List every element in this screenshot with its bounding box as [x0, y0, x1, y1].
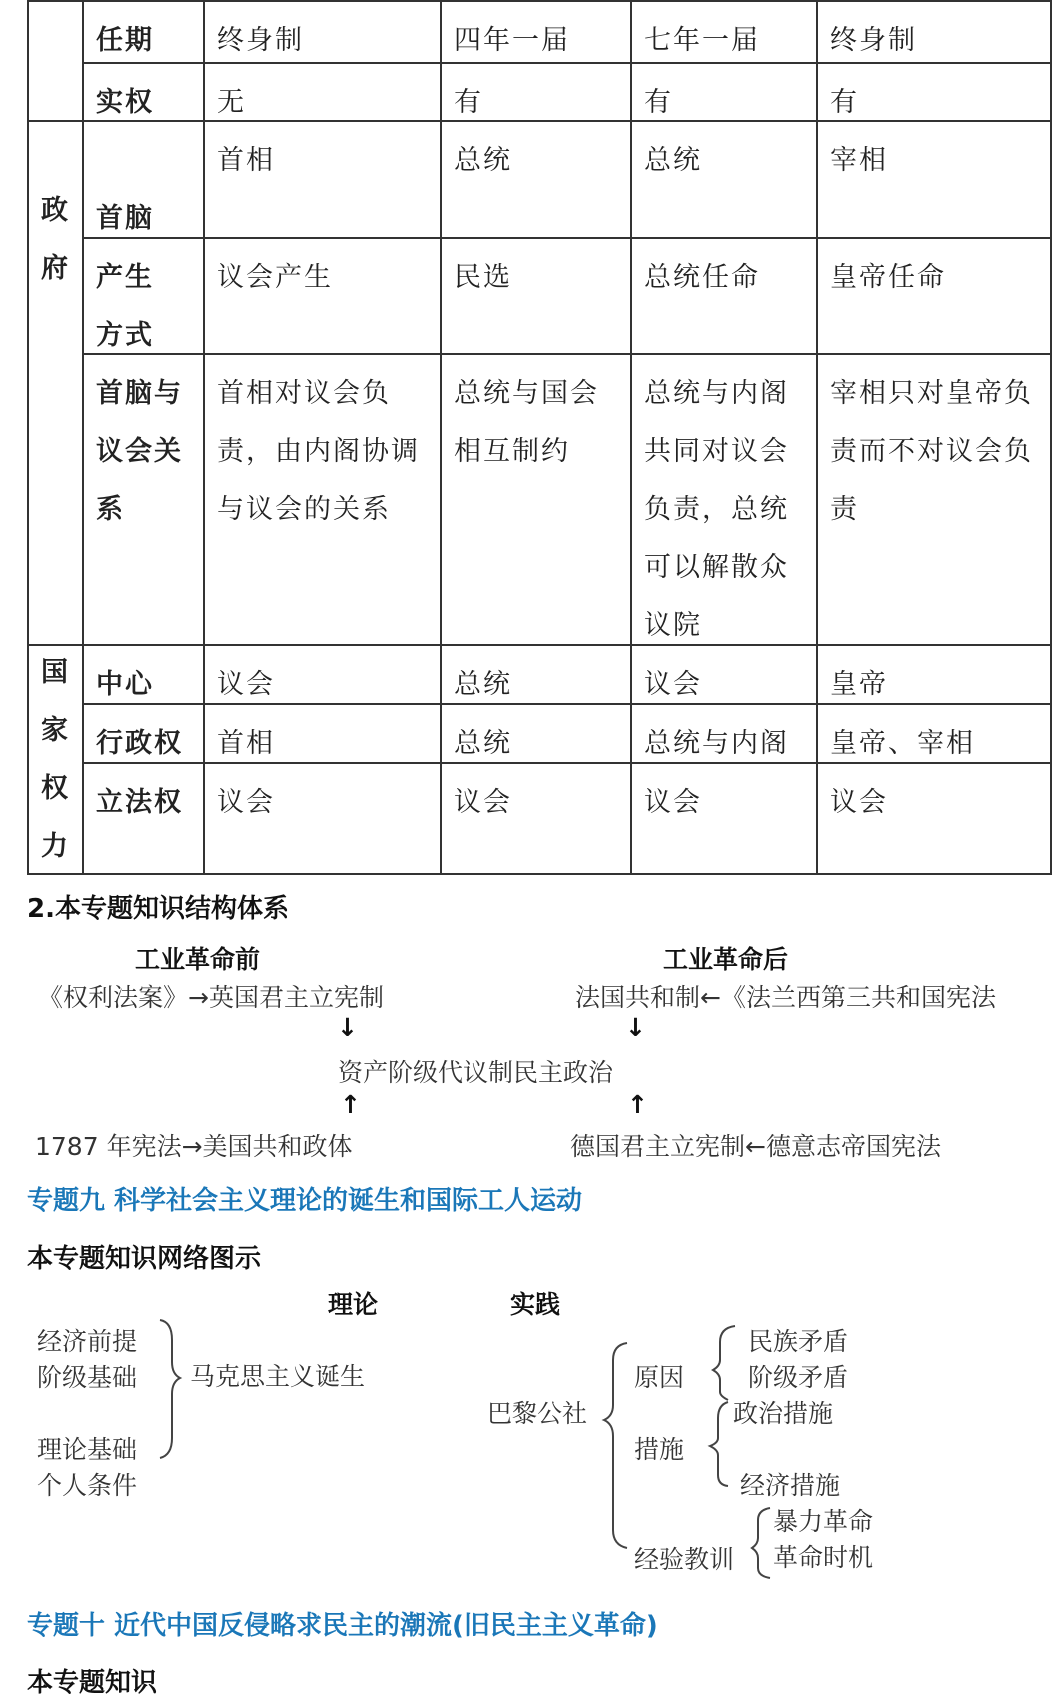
table-cell: 议会 [454, 787, 512, 818]
network-item: 经验教训 [634, 1545, 735, 1574]
up-arrow-icon: ↑ [627, 1090, 648, 1119]
row-label: 产生方式 [96, 262, 154, 351]
structure-item: 1787 年宪法→美国共和政体 [35, 1132, 353, 1161]
table-cell: 总统与内阁共同对议会负责，总统可以解散众议院 [644, 378, 789, 641]
table-cell: 议会产生 [217, 262, 333, 293]
table-cell: 总统与国会相互制约 [454, 378, 599, 467]
section-heading: 2.本专题知识结构体系 [27, 894, 289, 924]
table-cell: 议会 [644, 669, 702, 700]
network-item: 经济措施 [740, 1471, 841, 1500]
row-label: 首脑与议会关系 [96, 378, 183, 525]
table-cell: 议会 [830, 787, 888, 818]
table-cell: 皇帝、宰相 [830, 728, 975, 759]
table-cell: 皇帝任命 [830, 262, 946, 293]
network-item: 政治措施 [733, 1399, 834, 1428]
network-item: 革命时机 [773, 1543, 874, 1572]
table-cell: 宰相只对皇帝负责而不对议会负责 [830, 378, 1033, 525]
table-cell: 四年一届 [454, 25, 570, 56]
row-label: 立法权 [96, 787, 183, 818]
table-cell: 总统 [644, 145, 702, 176]
network-item: 阶级矛盾 [748, 1363, 849, 1392]
network-item: 理论基础 [37, 1435, 138, 1464]
network-item: 巴黎公社 [487, 1399, 588, 1428]
label-practice: 实践 [510, 1290, 561, 1319]
table-cell: 总统 [454, 145, 512, 176]
topic-title: 专题十 近代中国反侵略求民主的潮流(旧民主主义革命) [27, 1611, 658, 1641]
network-item: 阶级基础 [37, 1363, 138, 1392]
label-after-industrial-revolution: 工业革命后 [663, 945, 789, 974]
table-cell: 终身制 [217, 25, 304, 56]
table-cell: 有 [644, 87, 673, 118]
row-label: 首脑 [96, 203, 154, 234]
table-cell: 首相 [217, 145, 275, 176]
table-cell: 有 [830, 87, 859, 118]
table-cell: 首相 [217, 728, 275, 759]
structure-center: 资产阶级代议制民主政治 [338, 1058, 614, 1087]
table-cell: 总统任命 [644, 262, 760, 293]
structure-item: 法国共和制←《法兰西第三共和国宪法 [575, 983, 996, 1012]
network-item: 经济前提 [37, 1327, 138, 1356]
table-cell: 议会 [644, 787, 702, 818]
table-cell: 终身制 [830, 25, 917, 56]
row-label: 实权 [96, 87, 154, 118]
table-cell: 无 [217, 87, 246, 118]
down-arrow-icon: ↓ [337, 1013, 358, 1042]
down-arrow-icon: ↓ [625, 1013, 646, 1042]
table-cell: 皇帝 [830, 669, 888, 700]
table-cell: 总统与内阁 [644, 728, 789, 759]
section-heading: 本专题知识 [27, 1668, 158, 1698]
network-item: 民族矛盾 [748, 1327, 849, 1356]
table-cell: 宰相 [830, 145, 888, 176]
table-cell: 议会 [217, 669, 275, 700]
table-cell: 有 [454, 87, 483, 118]
table-cell: 议会 [217, 787, 275, 818]
label-before-industrial-revolution: 工业革命前 [135, 945, 261, 974]
network-item: 暴力革命 [773, 1507, 874, 1536]
table-cell: 总统 [454, 669, 512, 700]
row-label: 中心 [96, 669, 154, 700]
table-cell: 总统 [454, 728, 512, 759]
topic-title: 专题九 科学社会主义理论的诞生和国际工人运动 [27, 1186, 583, 1216]
table-cell: 首相对议会负责，由内阁协调与议会的关系 [217, 378, 420, 525]
group-label-state-power: 国家权力 [41, 657, 70, 862]
group-label-government: 政府 [41, 195, 70, 284]
structure-item: 德国君主立宪制←德意志帝国宪法 [570, 1132, 941, 1161]
structure-item: 《权利法案》→英国君主立宪制 [38, 983, 384, 1012]
up-arrow-icon: ↑ [340, 1090, 361, 1119]
row-label: 任期 [96, 25, 154, 56]
network-item: 马克思主义诞生 [190, 1362, 366, 1391]
table-cell: 民选 [454, 262, 512, 293]
network-item: 原因 [634, 1363, 685, 1392]
table-cell: 七年一届 [644, 25, 760, 56]
network-item: 措施 [634, 1435, 685, 1464]
network-item: 个人条件 [37, 1471, 138, 1500]
row-label: 行政权 [96, 728, 183, 759]
label-theory: 理论 [328, 1290, 379, 1319]
section-heading: 本专题知识网络图示 [27, 1244, 262, 1274]
